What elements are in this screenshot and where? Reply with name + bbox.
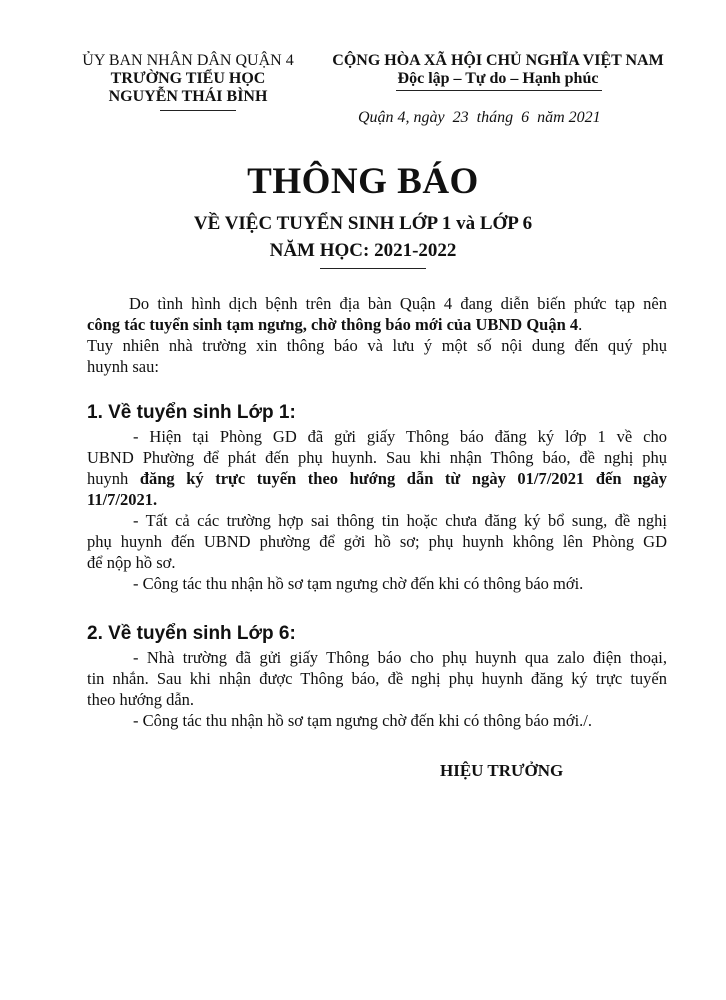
nation-name: CỘNG HÒA XÃ HỘI CHỦ NGHĨA VIỆT NAM (332, 52, 664, 69)
section2-line: - Nhà trường đã gửi giấy Thông báo cho phụ huynh qua zalo điện thoại, (133, 648, 667, 667)
registration-end-date: 11/7/2021. (87, 490, 158, 509)
school-type: TRƯỜNG TIỂU HỌC (110, 70, 266, 87)
section1-heading: 1. Về tuyển sinh Lớp 1: (87, 402, 296, 423)
intro-line: huynh sau: (87, 357, 159, 376)
section1-line: - Công tác thu nhận hồ sơ tạm ngưng chờ đến khi có thông báo mới. (133, 574, 584, 593)
agency-name: ỦY BAN NHÂN DÂN QUẬN 4 (82, 52, 294, 69)
section1-line (87, 468, 667, 489)
intro-line: Do tình hình dịch bệnh trên địa bàn Quận 4 đang diễn biến phức tạp nên (129, 294, 667, 313)
section1-line: - Hiện tại Phòng GD đã gửi giấy Thông báo đăng ký lớp 1 về cho (133, 427, 667, 446)
school-name: NGUYỄN THÁI BÌNH (108, 88, 268, 105)
section1-body (87, 426, 667, 594)
document-subtitle: VỀ VIỆC TUYỂN SINH LỚP 1 và LỚP 6 (193, 213, 533, 234)
header-left (66, 52, 310, 106)
school-year: NĂM HỌC: 2021-2022 (269, 240, 457, 261)
section2-line: - Công tác thu nhận hồ sơ tạm ngưng chờ đến khi có thông báo mới./. (133, 711, 593, 730)
intro-line: Tuy nhiên nhà trường xin thông báo và lưu ý một số nội dung đến quý phụ (87, 336, 667, 355)
header-right-rule (396, 90, 602, 91)
signature-title: HIỆU TRƯỞNG (440, 761, 564, 780)
intro-line (87, 314, 667, 335)
header-right (316, 52, 680, 88)
section1-line: phụ huynh đến UBND phường để gởi hồ sơ; phụ huynh không lên Phòng GD (87, 532, 667, 551)
section1-line: UBND Phường để phát đến phụ huynh. Sau khi nhận Thông báo, đề nghị phụ (87, 448, 667, 467)
document-date: Quận 4, ngày 23 tháng 6 năm 2021 (358, 109, 601, 126)
intro-bold-text: công tác tuyển sinh tạm ngưng, chờ thông báo mới của UBND Quận 4 (87, 315, 579, 334)
section2-line: tin nhắn. Sau khi nhận được Thông báo, đề nghị phụ huynh đăng ký trực tuyến (87, 669, 667, 688)
intro-period: . (578, 315, 583, 334)
document-title: THÔNG BÁO (247, 161, 479, 202)
intro-paragraph (87, 293, 667, 377)
header-left-rule (160, 110, 236, 111)
registration-dates: đăng ký trực tuyến theo hướng dẫn từ ngày 01/7/2021 đến ngày (139, 469, 668, 488)
section1-line: để nộp hồ sơ. (87, 553, 176, 572)
section1-line (87, 489, 667, 510)
section2-line: theo hướng dẫn. (87, 690, 195, 709)
section2-body (87, 647, 667, 731)
section1-line: - Tất cả các trường hợp sai thông tin hoặc chưa đăng ký bổ sung, đề nghị (133, 511, 667, 530)
section2-heading: 2. Về tuyển sinh Lớp 6: (87, 623, 296, 644)
motto: Độc lập – Tự do – Hạnh phúc (397, 70, 599, 87)
title-rule (320, 268, 426, 269)
section1-text: huynh (87, 469, 140, 488)
